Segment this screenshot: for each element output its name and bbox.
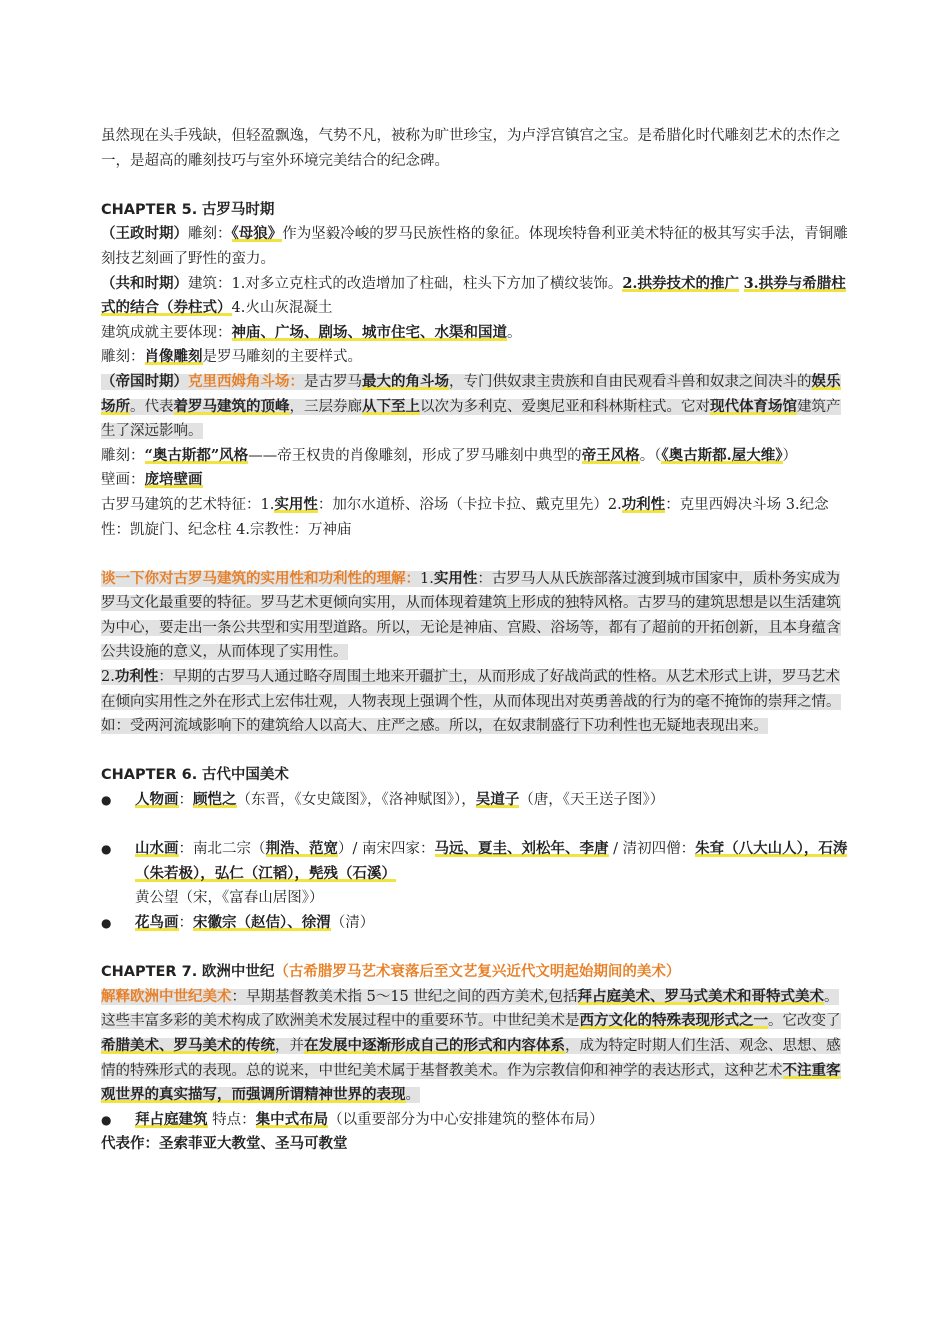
ch6-bullet-flower-bird: ● 花鸟画：宋徽宗（赵佶）、徐渭（清） xyxy=(101,911,851,936)
chapter-7-heading: CHAPTER 7. 欧洲中世纪（古希腊罗马艺术衰落后至文艺复兴近代文明起始期间的美术） xyxy=(101,963,681,981)
ch5-question-practicality: 谈一下你对古罗马建筑的实用性和功利性的理解：1.实用性：古罗马人从氏族部落过渡到城市国家中，质朴务实成为罗马文化最重要的特征。罗马艺术更倾向实用，从而体现着建筑上形成的独特风格。古罗马的建筑思想是以生活建筑为中心，要走出一条公共型和实用型道路。所以，无论是神庙、宫殿、浴场等，都有了超前的开拓创新，且本身蕴含公共设施的意义，从而体现了实用性。 xyxy=(101,569,841,661)
ch7-bullet-byzantine: ● 拜占庭建筑 特点：集中式布局（以重要部分为中心安排建筑的整体布局） xyxy=(101,1108,851,1133)
ch7-representative-works: 代表作：圣索菲亚大教堂、圣马可教堂 xyxy=(101,1135,348,1153)
document-page xyxy=(101,124,851,1157)
ch6-landscape-extra: 黄公望（宋，《富春山居图》） xyxy=(135,890,324,907)
chapter-5-heading: CHAPTER 5. 古罗马时期 xyxy=(101,200,275,218)
bullet-icon: ● xyxy=(101,1112,112,1127)
ch5-sculpture: 雕刻：肖像雕刻是罗马雕刻的主要样式。 xyxy=(101,348,362,366)
bullet-icon: ● xyxy=(101,916,112,930)
intro-paragraph: 虽然现在头手残缺，但轻盈飘逸，气势不凡，被称为旷世珍宝，为卢浮宫镇宫之宝。是希腊化时代雕刻艺术的杰作之一，是超高的雕刻技巧与室外环境完美结合的纪念碑。 xyxy=(101,128,841,169)
chapter-6-heading: CHAPTER 6. 古代中国美术 xyxy=(101,766,289,784)
ch5-architecture-achievements: 建筑成就主要体现：神庙、广场、剧场、城市住宅、水渠和国道。 xyxy=(101,323,522,341)
ch5-regal-period: （王政时期）雕刻：《母狼》作为坚毅冷峻的罗马民族性格的象征。体现埃特鲁利亚美术特征的极其写实手法，青铜雕刻技艺刻画了野性的蛮力。 xyxy=(101,225,848,267)
ch6-bullet-landscape-painting: ● 山水画：南北二宗（荆浩、范宽）/ 南宋四家：马远、夏圭、刘松年、李唐 / 清初四僧：朱耷（八大山人），石涛（朱若极），弘仁（江韬），髡残（石溪） xyxy=(101,837,851,886)
ch6-bullet-figure-painting: ● 人物画：顾恺之（东晋，《女史箴图》，《洛神赋图》），吴道子（唐，《天王送子图》） xyxy=(101,788,851,813)
ch5-art-features: 古罗马建筑的艺术特征：1.实用性：加尔水道桥、浴场（卡拉卡拉、戴克里先）2.功利性：克里西姆决斗场 3.纪念性：凯旋门、纪念柱 4.宗教性：万神庙 xyxy=(101,495,829,538)
bullet-icon: ● xyxy=(101,842,112,857)
ch7-medieval-art-explanation: 解释欧洲中世纪美术：早期基督教美术指 5～15 世纪之间的西方美术,包括拜占庭美术、罗马式美术和哥特式美术。这些丰富多彩的美术构成了欧洲美术发展过程中的重要环节。中世纪美术是西方文化的特殊表现形式之一。它改变了希腊美术、罗马美术的传统，并在发展中逐渐形成自己的形式和内容体系，成为特定时期人们生活、观念、思想、感情的特殊形式的表现。总的说来，中世纪美术属于基督教美术。作为宗教信仰和神学的表达形式，这种艺术不注重客观世界的真实描写，而强调所谓精神世界的表现。 xyxy=(101,987,841,1104)
ch5-augustus-style: 雕刻：“奥古斯都”风格——帝王权贵的肖像雕刻，形成了罗马雕刻中典型的帝王风格。（《奥古斯都.屋大维》） xyxy=(101,446,797,464)
bullet-icon: ● xyxy=(101,793,112,808)
ch5-question-utility: 2.功利性：早期的古罗马人通过略夺周围土地来开疆扩土，从而形成了好战尚武的性格。从艺术形式上讲，罗马艺术在倾向实用性之外在形式上宏伟壮观，人物表现上强调个性，从而体现出对英勇善战的行为的毫不掩饰的崇拜之情。如：受两河流域影响下的建筑给人以高大、庄严之感。所以，在奴隶制盛行下功利性也无疑地表现出来。 xyxy=(101,668,841,735)
ch5-empire-colosseum: （帝国时期）克里西姆角斗场：是古罗马最大的角斗场，专门供奴隶主贵族和自由民观看斗兽和奴隶之间决斗的娱乐场所。代表着罗马建筑的顶峰，三层券廊从下至上以次为多利克、爱奥尼亚和科林斯柱式。它对现代体育场馆建筑产生了深远影响。 xyxy=(101,372,841,440)
ch5-republic-period: （共和时期）建筑：1.对多立克柱式的改造增加了柱础，柱头下方加了横纹装饰。2.拱券技术的推广 3.拱券与希腊柱式的结合（券柱式）4.火山灰混凝土 xyxy=(101,274,846,317)
ch5-mural: 壁画：庞培壁画 xyxy=(101,471,203,489)
